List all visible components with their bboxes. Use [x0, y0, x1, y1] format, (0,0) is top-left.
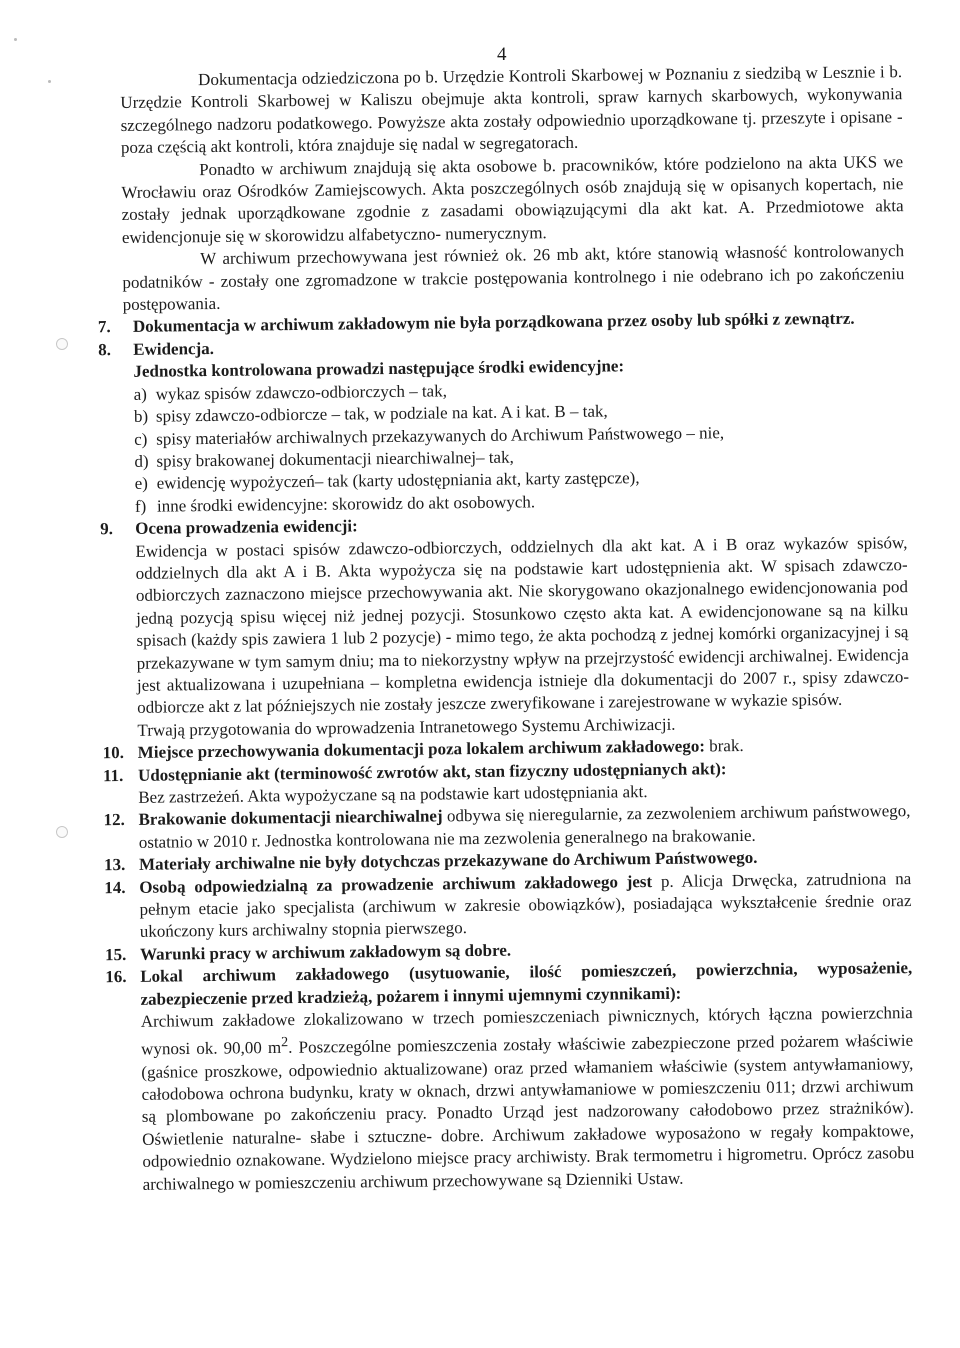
list-item-text: wykaz spisów zdawczo-odbiorczych – tak, — [155, 381, 448, 404]
list-item-label: f) — [134, 496, 147, 516]
evidence-list — [124, 375, 907, 518]
section-number: 13. — [103, 855, 126, 875]
list-item-label: a) — [133, 384, 148, 404]
section-title: Dokumentacja w archiwum zakładowym nie była porządkowana przez osoby lub spółki z zewnątrz. — [132, 309, 855, 337]
section-9-text: Ewidencja w postaci spisów zdawczo-odbiorczych, oddzielnych dla akt kat. A i B oraz wykazów spisów, oddzielnych dla akt A i B. Akta wypożycza się na podstawie kart udostępnienia akt. W spisach zdawczo-odbiorczych zaznaczono miejsce przechowywania akt. Nie skorygowano okazjonalnego ewidencjonowania pod jedną pozycją spisu więcej niż jednej pozycji. Stosunkowo często akta kat. A ewidencjonowane są na kilku spisach (każdy spis zawiera 1 lub 2 pozycje) - mimo tego, że akta pochodzą z jednej komórki organizacyjnej i są przekazywane w tym samym dniu; ma to niekorzystny wpływ na przejrzystość ewidencji archiwalnej. Ewidencja jest aktualizowana i uzupełniana – kompletna ewidencja istnieje dla dokumentacji do 2007 r., spisy zdawczo-odbiorcze akt z lat późniejszych nie zostały jeszcze zweryfikowane i zarejestrowane w wykazie spisów. — [135, 532, 910, 718]
intro-paragraph-3: W archiwum przechowywana jest również ok. 26 mb akt, które stanowią własność kontrolowanych podatników - zostały one zgromadzone w trakcie postępowania kontrolnego i nie odebrano ich po zakończeniu postępowania. — [122, 241, 905, 315]
list-item-text: spisy zdawczo-odbiorcze – tak, w podziale na kat. A i kat. B – tak, — [155, 401, 608, 426]
section-title: Udostępnianie akt (terminowość zwrotów akt, stan fizyczny udostępnianych akt): — [137, 758, 727, 785]
section-16 — [105, 957, 913, 1011]
section-number: 10. — [102, 743, 125, 763]
section-number: 12. — [103, 810, 125, 830]
section-12-text: odbywa się nieregularnie, za zezwoleniem archiwum państwowego, ostatnio w 2010 r. Jednostka kontrolowana nie ma zezwolenia generalnego na brakowanie. — [138, 801, 911, 852]
scan-speck — [14, 38, 17, 41]
section-number: 7. — [97, 317, 111, 337]
list-item-label: e) — [134, 474, 149, 494]
section-number: 15. — [104, 944, 127, 965]
section-title: Miejsce przechowywania dokumentacji poza lokalem archiwum zakładowego: — [137, 736, 706, 763]
section-value: brak. — [709, 736, 744, 756]
section-11-text: Bez zastrzeżeń. Akta wypożyczane są na podstawie kart udostępniania akt. — [138, 782, 648, 807]
punch-hole-bottom — [56, 826, 68, 838]
area-unit-exponent: 2 — [281, 1034, 289, 1051]
section-14-text: p. Alicja Drwęcka, zatrudniona na pełnym etacie jako specjalista (archiwum w zakresie obowiązków), posiadająca wykształcenie średnie oraz ukończony kurs archiwalny stopnia pierwszego. — [139, 868, 912, 942]
scan-speck — [48, 80, 51, 83]
section-14 — [104, 868, 912, 944]
section-16-text-end: . Poszczególne pomieszczenia zostały właściwie zabezpieczone przed pożarem właściwie (gaśnice proszkowe, odpowiednio aktualizowane) oraz przed włamaniem właściwie (system antywłamaniowy, całodobowa ochrona budynku, kraty w oknach, drzwi antywłamaniowe w pomieszczeniu 011; drzwi archiwum są plombowane po zakończeniu pracy. Ponadto Urząd jest nadzorowany całodobowo przez strażników). Oświetlenie naturalne- słabe i sztuczne- dobre. Archiwum zakładowe wyposażono w regały kompaktowe, odpowiednio oznakowane. Wydzielono miejsce pracy archiwisty. Brak termometru i higrometru. Oprócz zasobu archiwalnego w pomieszczeniu archiwum przechowywane są Dzienniki Ustaw. — [141, 1031, 915, 1194]
list-item-text: spisy brakowanej dokumentacji niearchiwalnej– tak, — [156, 447, 514, 471]
section-title: Ewidencja. — [133, 338, 215, 359]
list-item-label: c) — [134, 429, 148, 449]
section-title: Materiały archiwalne nie były dotychczas przekazywane do Archiwum Państwowego. — [138, 848, 758, 875]
list-item-label: b) — [133, 406, 149, 426]
section-title: Lokal archiwum zakładowego (usytuowanie, ilość pomieszczeń, powierzchnia, wyposażenie, zabezpieczenie przed kradzieżą, pożarem i innymi ujemnymi czynnikami): — [140, 958, 913, 1009]
list-item-label: d) — [134, 451, 149, 471]
section-number: 8. — [98, 339, 112, 360]
document-body — [97, 61, 915, 1196]
section-number: 11. — [102, 765, 124, 785]
list-item-text: inne środki ewidencyjne: skorowidz do akt osobowych. — [156, 492, 536, 516]
section-number: 16. — [105, 967, 127, 987]
intro-paragraph-2: Ponadto w archiwum znajdują się akta osobowe b. pracowników, które podzielono na akta UKS we Wrocławiu oraz Ośrodków Zamiejscowych. Akta poszczególnych osób znajdują się w opisanych kopertach, nie zostały jednak uporządkowane zgodnie z zasadami obowiązującymi dla akt kat. A. Przedmiotowe akta ewidencjonuje się w skorowidzu alfabetyczno- numerycznym. — [121, 151, 904, 247]
section-title: Ocena prowadzenia ewidencji: — [135, 516, 358, 538]
list-item-text: ewidencję wypożyczeń– tak (karty udostępniania akt, karty zastępcze), — [156, 468, 640, 493]
list-item-text: spisy materiałów archiwalnych przekazywanych do Archiwum Państwowego – nie, — [156, 422, 725, 449]
page-number: 4 — [497, 44, 507, 65]
section-16-text-start: Archiwum zakładowe zlokalizowano w trzech pomieszczeniach piwnicznych, których łączna powierzchnia wynosi ok. 90,00 m — [140, 1003, 913, 1059]
section-8-subtitle: Jednostka kontrolowana prowadzi następujące środki ewidencyjne: — [133, 356, 625, 382]
intro-paragraph-1: Dokumentacja odziedziczona po b. Urzędzie Kontroli Skarbowej w Poznaniu z siedzibą w Lesznie i b. Urzędzie Kontroli Skarbowej w Kaliszu obejmuje akta kontroli, spraw karnych skarbowych, wykonywania szczególnego nadzoru podatkowego. Powyższe akta zostały odpowiednio uporządkowane tj. przeszyte i opisane - poza częścią akt kontroli, która znajduje się nadal w segregatorach. — [120, 62, 903, 158]
section-16-text — [131, 1002, 915, 1196]
section-title: Warunki pracy w archiwum zakładowym są dobre. — [139, 940, 512, 964]
section-9-text-2: Trwają przygotowania do wprowadzenia Intranetowego Systemu Archiwizacji. — [137, 714, 676, 740]
section-title: Osobą odpowiedzialną za prowadzenie archiwum zakładowego jest — [139, 871, 653, 897]
punch-hole-top — [56, 338, 68, 350]
section-number: 14. — [104, 877, 126, 897]
section-number: 9. — [100, 519, 114, 539]
section-title: Brakowanie dokumentacji niearchiwalnej — [138, 806, 443, 830]
